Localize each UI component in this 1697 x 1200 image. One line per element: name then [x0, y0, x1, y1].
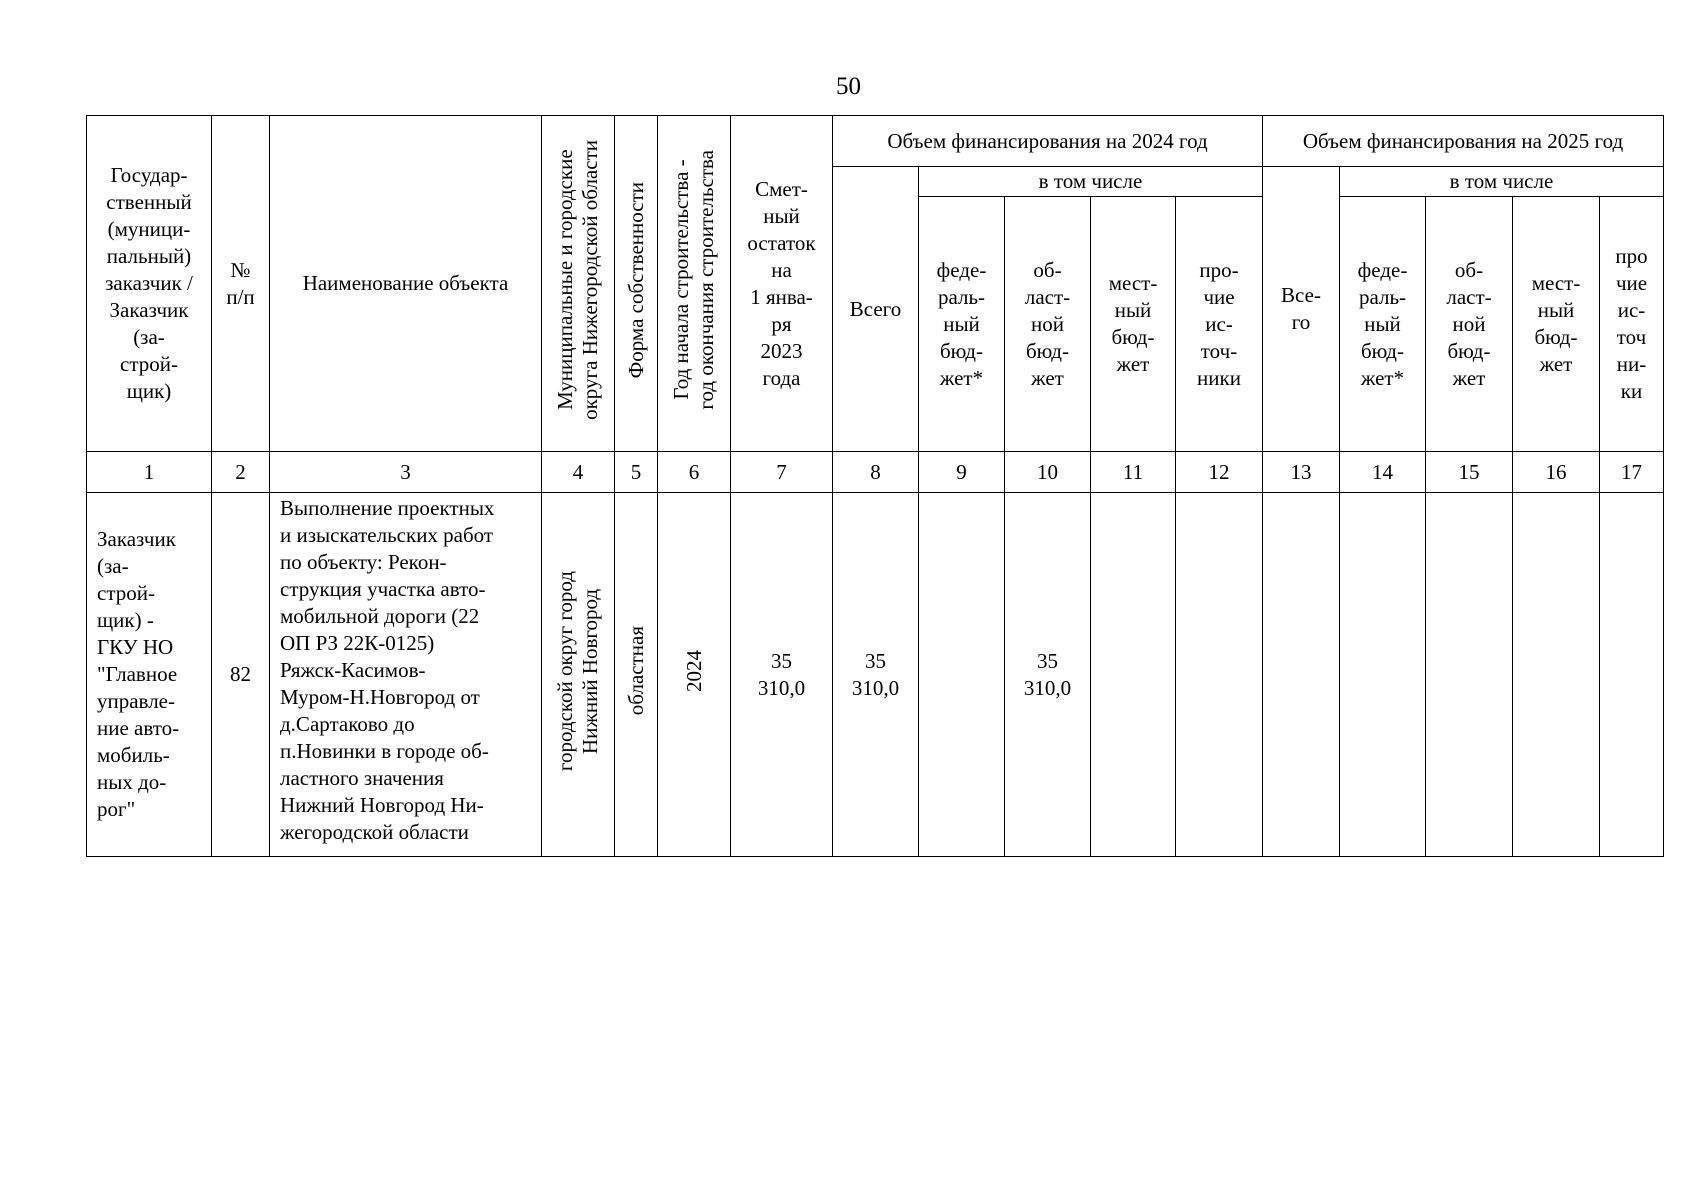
cell-object-name: Выполнение проектных и изыскательских работ по объекту: Рекон- струкция участка авто- мобильной дороги (22 ОП РЗ 22К-0125) Ряжск-Касимов- Муром-Н.Новгород от д.Сартаково до п.Новинки в городе об- ластного значения Нижний Новгород Ни- жегородской области [270, 493, 542, 857]
cell-federal-2025 [1340, 493, 1426, 857]
header-regional-2025: об- ласт- ной бюд- жет [1426, 197, 1513, 452]
cell-local-2025 [1513, 493, 1600, 857]
header-object-name: Наименование объекта [270, 116, 542, 452]
header-regional-2024: об- ласт- ной бюд- жет [1005, 197, 1091, 452]
cell-estimate-balance: 35 310,0 [731, 493, 833, 857]
cell-number: 82 [212, 493, 270, 857]
column-number: 4 [542, 452, 615, 493]
cell-years-wrap [658, 493, 731, 857]
cell-total-2025 [1263, 493, 1340, 857]
header-ownership: Форма собственности [623, 181, 648, 379]
cell-local-2024 [1091, 493, 1176, 857]
cell-other-2024 [1176, 493, 1263, 857]
column-number: 3 [270, 452, 542, 493]
page-number: 50 [836, 73, 861, 100]
column-number: 15 [1426, 452, 1513, 493]
header-total-2025: Все- го [1263, 167, 1340, 452]
cell-other-2025 [1600, 493, 1664, 857]
column-number: 6 [658, 452, 731, 493]
table-row [87, 493, 1664, 857]
header-row-group [87, 116, 1664, 167]
header-years: Год начала строительства - год окончания строительства [669, 150, 718, 410]
column-number: 13 [1263, 452, 1340, 493]
cell-federal-2024 [919, 493, 1005, 857]
header-funding-2024: Объем финансирования на 2024 год [833, 116, 1263, 167]
cell-ownership-wrap [615, 493, 658, 857]
header-other-2024: про- чие ис- точ- ники [1176, 197, 1263, 452]
header-local-2024: мест- ный бюд- жет [1091, 197, 1176, 452]
cell-total-2024: 35 310,0 [833, 493, 919, 857]
header-including-2025: в том числе [1340, 167, 1664, 197]
cell-municipality: городской округ город Нижний Новгород [553, 570, 602, 772]
header-other-2025: про чие ис- точ ни- ки [1600, 197, 1664, 452]
column-number: 14 [1340, 452, 1426, 493]
cell-customer: Заказчик (за- строй- щик) - ГКУ НО "Главное управле- ние авто- мобиль- ных до- рог" [87, 493, 212, 857]
column-number: 5 [615, 452, 658, 493]
header-funding-2025: Объем финансирования на 2025 год [1263, 116, 1664, 167]
header-number: № п/п [212, 116, 270, 452]
header-years-cell [658, 116, 731, 452]
column-number: 8 [833, 452, 919, 493]
header-total-2024: Всего [833, 167, 919, 452]
header-ownership-cell [615, 116, 658, 452]
header-estimate-balance: Смет- ный остаток на 1 янва- ря 2023 года [731, 116, 833, 452]
column-number: 2 [212, 452, 270, 493]
header-municipality-cell [542, 116, 615, 452]
column-number: 7 [731, 452, 833, 493]
column-number: 12 [1176, 452, 1263, 493]
column-number: 16 [1513, 452, 1600, 493]
header-municipality: Муниципальные и городские округа Нижегородской области [553, 140, 602, 420]
cell-regional-2024: 35 310,0 [1005, 493, 1091, 857]
column-number: 9 [919, 452, 1005, 493]
investment-table [86, 115, 1664, 857]
header-federal-2025: феде- раль- ный бюд- жет* [1340, 197, 1426, 452]
column-number: 10 [1005, 452, 1091, 493]
header-including-2024: в том числе [919, 167, 1263, 197]
column-number: 11 [1091, 452, 1176, 493]
header-federal-2024: феде- раль- ный бюд- жет* [919, 197, 1005, 452]
cell-ownership: областная [623, 626, 648, 716]
header-customer: Государ- ственный (муници- пальный) заказчик / Заказчик (за- строй- щик) [87, 116, 212, 452]
column-number: 17 [1600, 452, 1664, 493]
cell-years: 2024 [681, 650, 706, 692]
column-number: 1 [87, 452, 212, 493]
cell-regional-2025 [1426, 493, 1513, 857]
cell-municipality-wrap [542, 493, 615, 857]
column-number-row [87, 452, 1664, 493]
header-local-2025: мест- ный бюд- жет [1513, 197, 1600, 452]
